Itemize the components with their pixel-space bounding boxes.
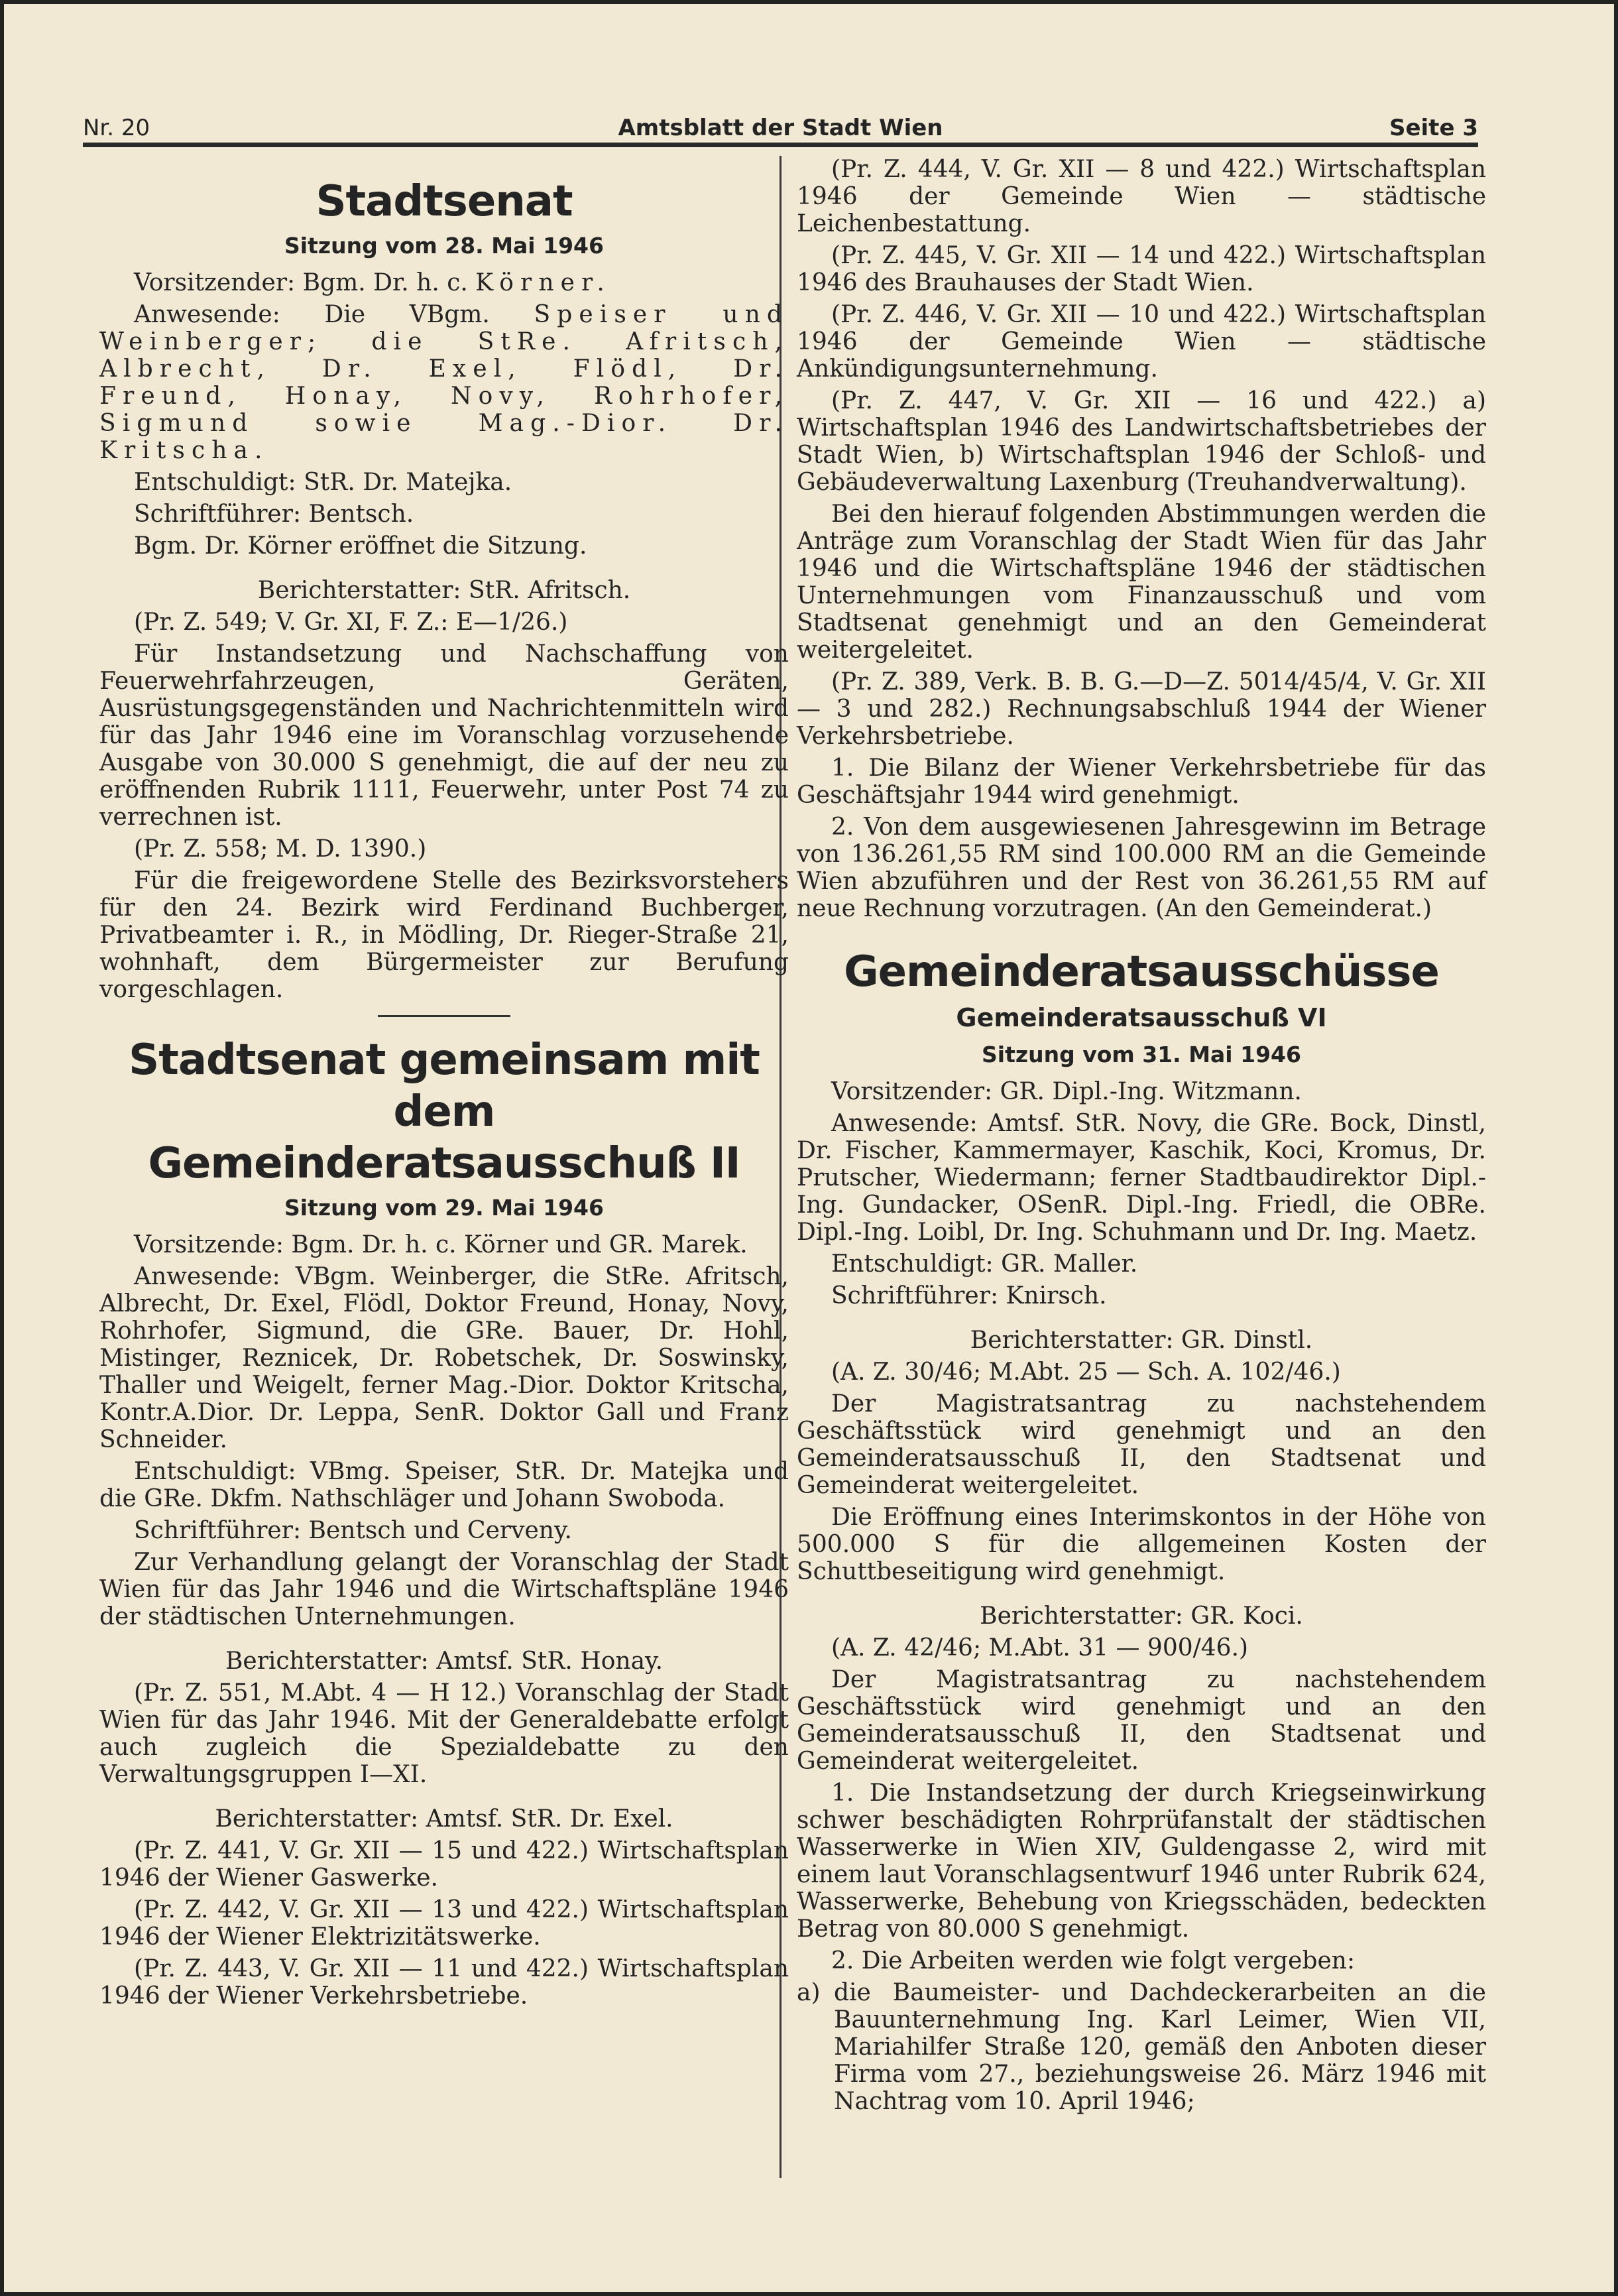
section-title-stadtsenat: Stadtsenat <box>316 177 573 226</box>
section-separator <box>378 1015 510 1017</box>
page-number: Seite 3 <box>1389 115 1478 141</box>
reporter-line: Berichterstatter: GR. Dinstl. <box>970 1327 1313 1354</box>
reporter-line: Berichterstatter: Amtsf. StR. Dr. Exel. <box>215 1805 673 1833</box>
section-title-stadtsenat-gemeinsam <box>99 1034 789 1189</box>
attendees-label: Anwesende: Die VBgm. <box>134 301 490 328</box>
agenda-text: Zur Verhandlung gelangt der Voranschlag der Stadt Wien für das Jahr 1946 und die Wirtschaftspläne 1946 der städtischen Unternehmungen. <box>99 1549 789 1630</box>
left-column <box>99 156 789 2014</box>
agenda-item: (Pr. Z. 443, V. Gr. XII — 11 und 422.) Wirtschaftsplan 1946 der Wiener Verkehrsbetriebe. <box>99 1955 789 2010</box>
secretary-line: Schriftführer: Bentsch. <box>134 501 414 528</box>
agenda-item: (Pr. Z. 444, V. Gr. XII — 8 und 422.) Wirtschaftsplan 1946 der Gemeinde Wien — städtische Leichenbestattung. <box>797 156 1486 237</box>
reporter-line: Berichterstatter: StR. Afritsch. <box>257 577 631 604</box>
numbered-point: 2. Von dem ausgewiesenen Jahresgewinn im Betrage von 136.261,55 RM sind 100.000 RM an die Gemeinde Wien abzuführen und der Rest von 36.261,55 RM auf neue Rechnung vorzutragen. (An den Gemeinderat.) <box>797 814 1486 922</box>
title-line-2: Gemeinderatsausschuß II <box>148 1139 740 1188</box>
reporter-line: Berichterstatter: Amtsf. StR. Honay. <box>225 1648 664 1675</box>
session-date: Sitzung vom 29. Mai 1946 <box>284 1195 604 1221</box>
agenda-item: (Pr. Z. 447, V. Gr. XII — 16 und 422.) a) Wirtschaftsplan 1946 des Landwirtschaftsbetriebes der Stadt Wien, b) Wirtschaftsplan 1946 der Schloß- und Gebäudeverwaltung Laxenburg (Treuhandverwaltung). <box>797 387 1486 496</box>
attendees: Anwesende: Amtsf. StR. Novy, die GRe. Bock, Dinstl, Dr. Fischer, Kammermayer, Kaschik, Koci, Kromus, Dr. Prutscher, Wiedermann; ferner Stadtbaudirektor Dipl.-Ing. Gundacker, OSenR. Dipl.-Ing. Friedl, die OBRe. Dipl.-Ing. Loibl, Dr. Ing. Schuhmann und Dr. Ing. Maetz. <box>797 1110 1486 1246</box>
agenda-item: (Pr. Z. 442, V. Gr. XII — 13 und 422.) Wirtschaftsplan 1946 der Wiener Elektrizitätswerke. <box>99 1896 789 1951</box>
agenda-item: (Pr. Z. 551, M.Abt. 4 — H 12.) Voranschlag der Stadt Wien für das Jahr 1946. Mit der Generaldebatte erfolgt auch zugleich die Spezialdebatte zu den Verwaltungsgruppen I—XI. <box>99 1679 789 1788</box>
attendees-names: Speiser und Weinberger; die StRe. Afritsch, Albrecht, Dr. Exel, Flödl, Dr. Freund, Honay, Novy, Rohrhofer, Sigmund sowie Mag.-Dior. Dr. Kritscha. <box>99 301 789 464</box>
chair-line <box>99 269 789 296</box>
reference-line: (Pr. Z. 549; V. Gr. XI, F. Z.: E—1/26.) <box>134 609 568 636</box>
numbered-point: 1. Die Bilanz der Wiener Verkehrsbetriebe für das Geschäftsjahr 1944 wird genehmigt. <box>797 755 1486 809</box>
chair-line: Vorsitzende: Bgm. Dr. h. c. Körner und GR. Marek. <box>134 1231 748 1258</box>
numbered-point: 2. Die Arbeiten werden wie folgt vergeben: <box>831 1947 1356 1974</box>
attendees: Anwesende: VBgm. Weinberger, die StRe. Afritsch, Albrecht, Dr. Exel, Flödl, Doktor Freund, Honay, Novy, Rohrhofer, Sigmund, die GRe. Bauer, Dr. Hohl, Mistinger, Reznicek, Dr. Robetschek, Dr. Soswinsky, Thaller und Weigelt, ferner Mag.-Dior. Doktor Kritscha, Kontr.A.Dior. Dr. Leppa, SenR. Doktor Gall und Franz Schneider. <box>99 1263 789 1453</box>
session-date: Sitzung vom 31. Mai 1946 <box>982 1042 1301 1067</box>
reference-line: (A. Z. 30/46; M.Abt. 25 — Sch. A. 102/46.) <box>831 1359 1341 1386</box>
resolution-text: Für Instandsetzung und Nachschaffung von Feuerwehrfahrzeugen, Geräten, Ausrüstungsgegenständen und Nachrichtenmitteln wird für das Jahr 1946 eine im Voranschlag vorzusehende Ausgabe von 30.000 S genehmigt, die auf der neu zu eröffnenden Rubrik 1111, Feuerwehr, unter Post 74 zu verrechnen ist. <box>99 640 789 831</box>
list-item-text: die Baumeister- und Dachdeckerarbeiten an die Bauunternehmung Ing. Karl Leimer, Wien VII, Mariahilfer Straße 120, gemäß den Anboten dieser Firma vom 27., beziehungsweise 26. März 1946 mit Nachtrag vom 10. April 1946; <box>834 1979 1486 2115</box>
page-header <box>83 109 1478 147</box>
section-title-gemeinderatsausschuesse: Gemeinderatsausschüsse <box>844 947 1439 997</box>
resolution-text: Der Magistratsantrag zu nachstehendem Geschäftsstück wird genehmigt und an den Gemeinderatsausschuß II, den Stadtsenat und Gemeinderat weitergeleitet. <box>797 1666 1486 1775</box>
opening-line: Bgm. Dr. Körner eröffnet die Sitzung. <box>134 532 587 560</box>
publication-title: Amtsblatt der Stadt Wien <box>618 115 943 141</box>
attendees <box>99 301 789 464</box>
issue-number: Nr. 20 <box>83 115 150 141</box>
list-marker: a) <box>797 1979 821 2006</box>
excused-line: Entschuldigt: StR. Dr. Matejka. <box>134 469 512 496</box>
session-date: Sitzung vom 28. Mai 1946 <box>284 233 604 259</box>
chair-line: Vorsitzender: GR. Dipl.-Ing. Witzmann. <box>831 1078 1302 1105</box>
committee-title: Gemeinderatsausschuß VI <box>956 1003 1327 1032</box>
vote-text: Bei den hierauf folgenden Abstimmungen werden die Anträge zum Voranschlag der Stadt Wien für das Jahr 1946 und die Wirtschaftspläne 1946 der städtischen Unternehmungen vom Finanzausschuß und vom Stadtsenat genehmigt und an den Gemeinderat weitergeleitet. <box>797 501 1486 664</box>
title-line-1: Stadtsenat gemeinsam mit dem <box>129 1036 760 1136</box>
resolution-text: Für die freigewordene Stelle des Bezirksvorstehers für den 24. Bezirk wird Ferdinand Buchberger, Privatbeamter i. R., in Mödling, Dr. Rieger-Straße 21, wohnhaft, dem Bürgermeister zur Berufung vorgeschlagen. <box>99 867 789 1003</box>
resolution-text: Der Magistratsantrag zu nachstehendem Geschäftsstück wird genehmigt und an den Gemeinderatsausschuß II, den Stadtsenat und Gemeinderat weitergeleitet. <box>797 1390 1486 1499</box>
list-item <box>797 1979 1486 2115</box>
excused-line: Entschuldigt: VBmg. Speiser, StR. Dr. Matejka und die GRe. Dkfm. Nathschläger und Johann Swoboda. <box>99 1458 789 1512</box>
reference-line: (A. Z. 42/46; M.Abt. 31 — 900/46.) <box>831 1634 1249 1662</box>
reporter-line: Berichterstatter: GR. Koci. <box>980 1602 1303 1630</box>
secretary-line: Schriftführer: Bentsch und Cerveny. <box>134 1517 572 1544</box>
agenda-item: (Pr. Z. 445, V. Gr. XII — 14 und 422.) Wirtschaftsplan 1946 des Brauhauses der Stadt Wien. <box>797 242 1486 296</box>
chair-name: Körner. <box>475 269 611 296</box>
excused-line: Entschuldigt: GR. Maller. <box>831 1250 1138 1278</box>
reference-line: (Pr. Z. 558; M. D. 1390.) <box>134 835 427 863</box>
secretary-line: Schriftführer: Knirsch. <box>831 1282 1107 1309</box>
numbered-point: 1. Die Instandsetzung der durch Kriegseinwirkung schwer beschädigten Rohrprüfanstalt der städtischen Wasserwerke in Wien XIV, Guldengasse 2, wird mit einem laut Voranschlagsentwurf 1946 unter Rubrik 624, Wasserwerke, Behebung von Kriegsschäden, bedeckten Betrag von 80.000 S genehmigt. <box>797 1780 1486 1943</box>
resolution-text: Die Eröffnung eines Interimskontos in der Höhe von 500.000 S für die allgemeinen Kosten der Schuttbeseitigung wird genehmigt. <box>797 1504 1486 1585</box>
agenda-item: (Pr. Z. 441, V. Gr. XII — 15 und 422.) Wirtschaftsplan 1946 der Wiener Gaswerke. <box>99 1837 789 1892</box>
agenda-item: (Pr. Z. 389, Verk. B. B. G.—D—Z. 5014/45/4, V. Gr. XII — 3 und 282.) Rechnungsabschluß 1944 der Wiener Verkehrsbetriebe. <box>797 668 1486 750</box>
chair-label: Vorsitzender: Bgm. Dr. h. c. <box>134 269 468 296</box>
right-column <box>797 156 1486 2120</box>
agenda-item: (Pr. Z. 446, V. Gr. XII — 10 und 422.) Wirtschaftsplan 1946 der Gemeinde Wien — städtische Ankündigungsunternehmung. <box>797 301 1486 383</box>
